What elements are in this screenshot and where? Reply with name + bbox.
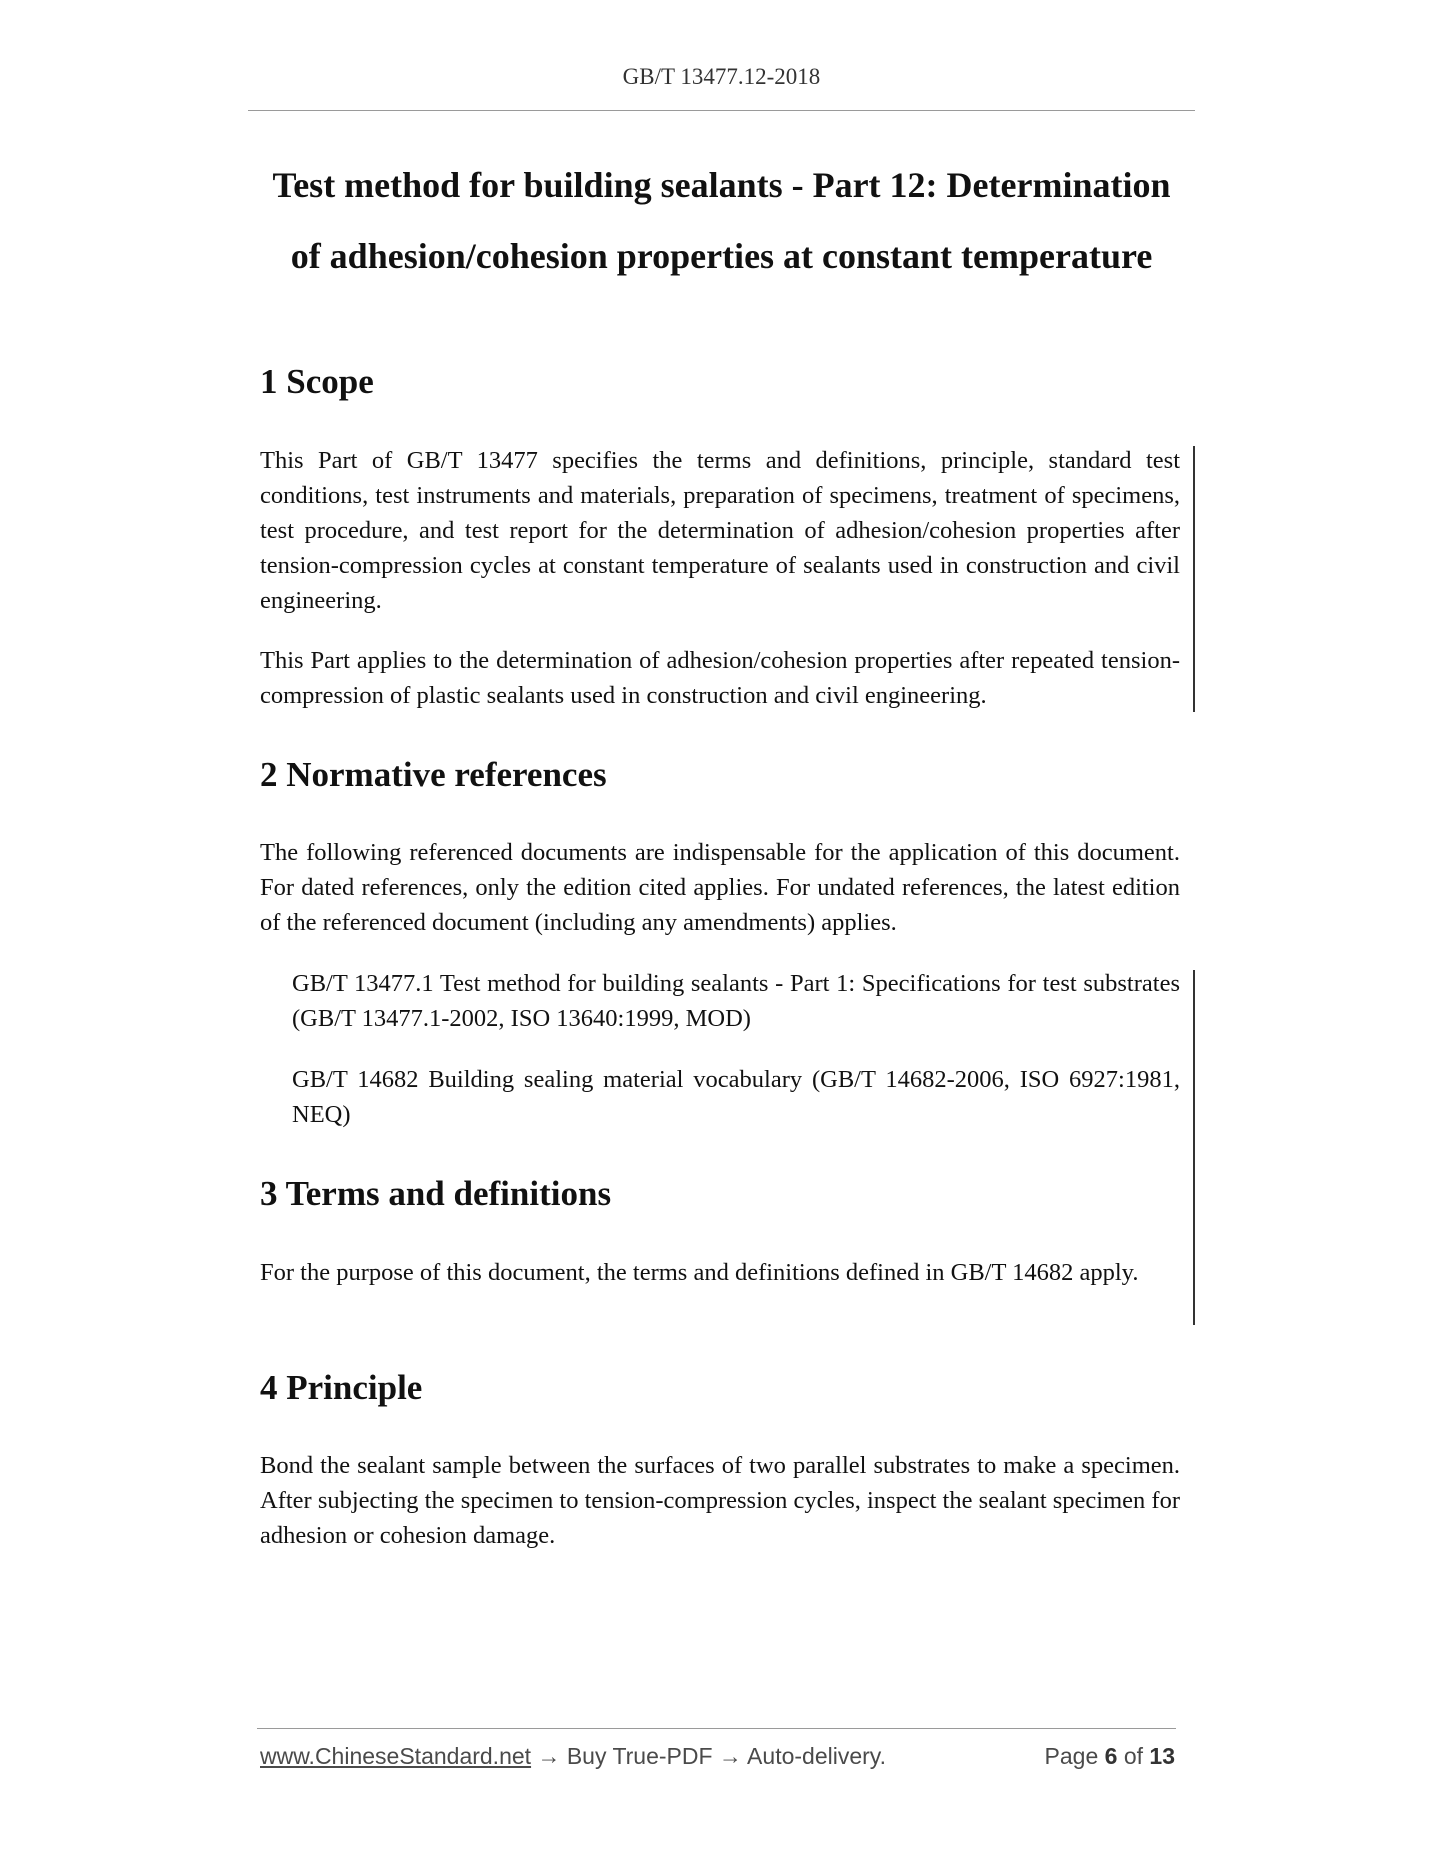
title-line-2: of adhesion/cohesion properties at constant temperature	[290, 236, 1153, 276]
page-indicator	[1045, 1743, 1175, 1770]
document-title	[248, 150, 1195, 292]
page-footer	[260, 1743, 1175, 1773]
change-bar	[1193, 970, 1195, 1325]
page-of-label: of	[1123, 1743, 1144, 1769]
scope-paragraph-2: This Part applies to the determination of adhesion/cohesion properties after repeated tension-compression of plastic sealants used in construction and civil engineering.	[260, 647, 1180, 709]
title-line-1: Test method for building sealants - Part 12: Determination	[272, 165, 1171, 205]
promo-text: → Buy True-PDF → Auto-delivery.	[531, 1743, 886, 1769]
heading-normative-references: 2 Normative references	[260, 755, 607, 794]
scope-paragraph-1: This Part of GB/T 13477 specifies the terms and definitions, principle, standard test conditions, test instruments and materials, preparation of specimens, treatment of specimens, test procedure, and test report for the determination of adhesion/cohesion properties after tension-compression cycles at constant temperature of sealants used in construction and civil engineering.	[260, 447, 1180, 614]
heading-scope: 1 Scope	[260, 362, 374, 401]
website-link[interactable]: www.ChineseStandard.net	[260, 1743, 532, 1769]
principle-paragraph: Bond the sealant sample between the surfaces of two parallel substrates to make a specimen. After subjecting the specimen to tension-compression cycles, inspect the sealant specimen for adhesion or cohesion damage.	[260, 1452, 1180, 1549]
running-header: GB/T 13477.12-2018	[622, 64, 821, 89]
reference-item-1: GB/T 13477.1 Test method for building sealants - Part 1: Specifications for test substrates (GB/T 13477.1-2002, ISO 13640:1999, MOD)	[292, 970, 1180, 1032]
change-bar	[1193, 446, 1195, 712]
reference-item-2: GB/T 14682 Building sealing material vocabulary (GB/T 14682-2006, ISO 6927:1981, NEQ)	[292, 1066, 1180, 1128]
heading-principle: 4 Principle	[260, 1368, 423, 1407]
heading-terms-definitions: 3 Terms and definitions	[260, 1174, 612, 1213]
header-divider	[248, 110, 1195, 111]
page-label: Page	[1044, 1743, 1099, 1769]
page-total: 13	[1149, 1743, 1175, 1769]
footer-divider	[257, 1728, 1176, 1729]
terms-paragraph: For the purpose of this document, the terms and definitions defined in GB/T 14682 apply.	[260, 1259, 1139, 1286]
page-current: 6	[1104, 1743, 1118, 1769]
normative-paragraph: The following referenced documents are indispensable for the application of this document. For dated references, only the edition cited applies. For undated references, the latest edition of the referenced document (including any amendments) applies.	[260, 839, 1180, 936]
